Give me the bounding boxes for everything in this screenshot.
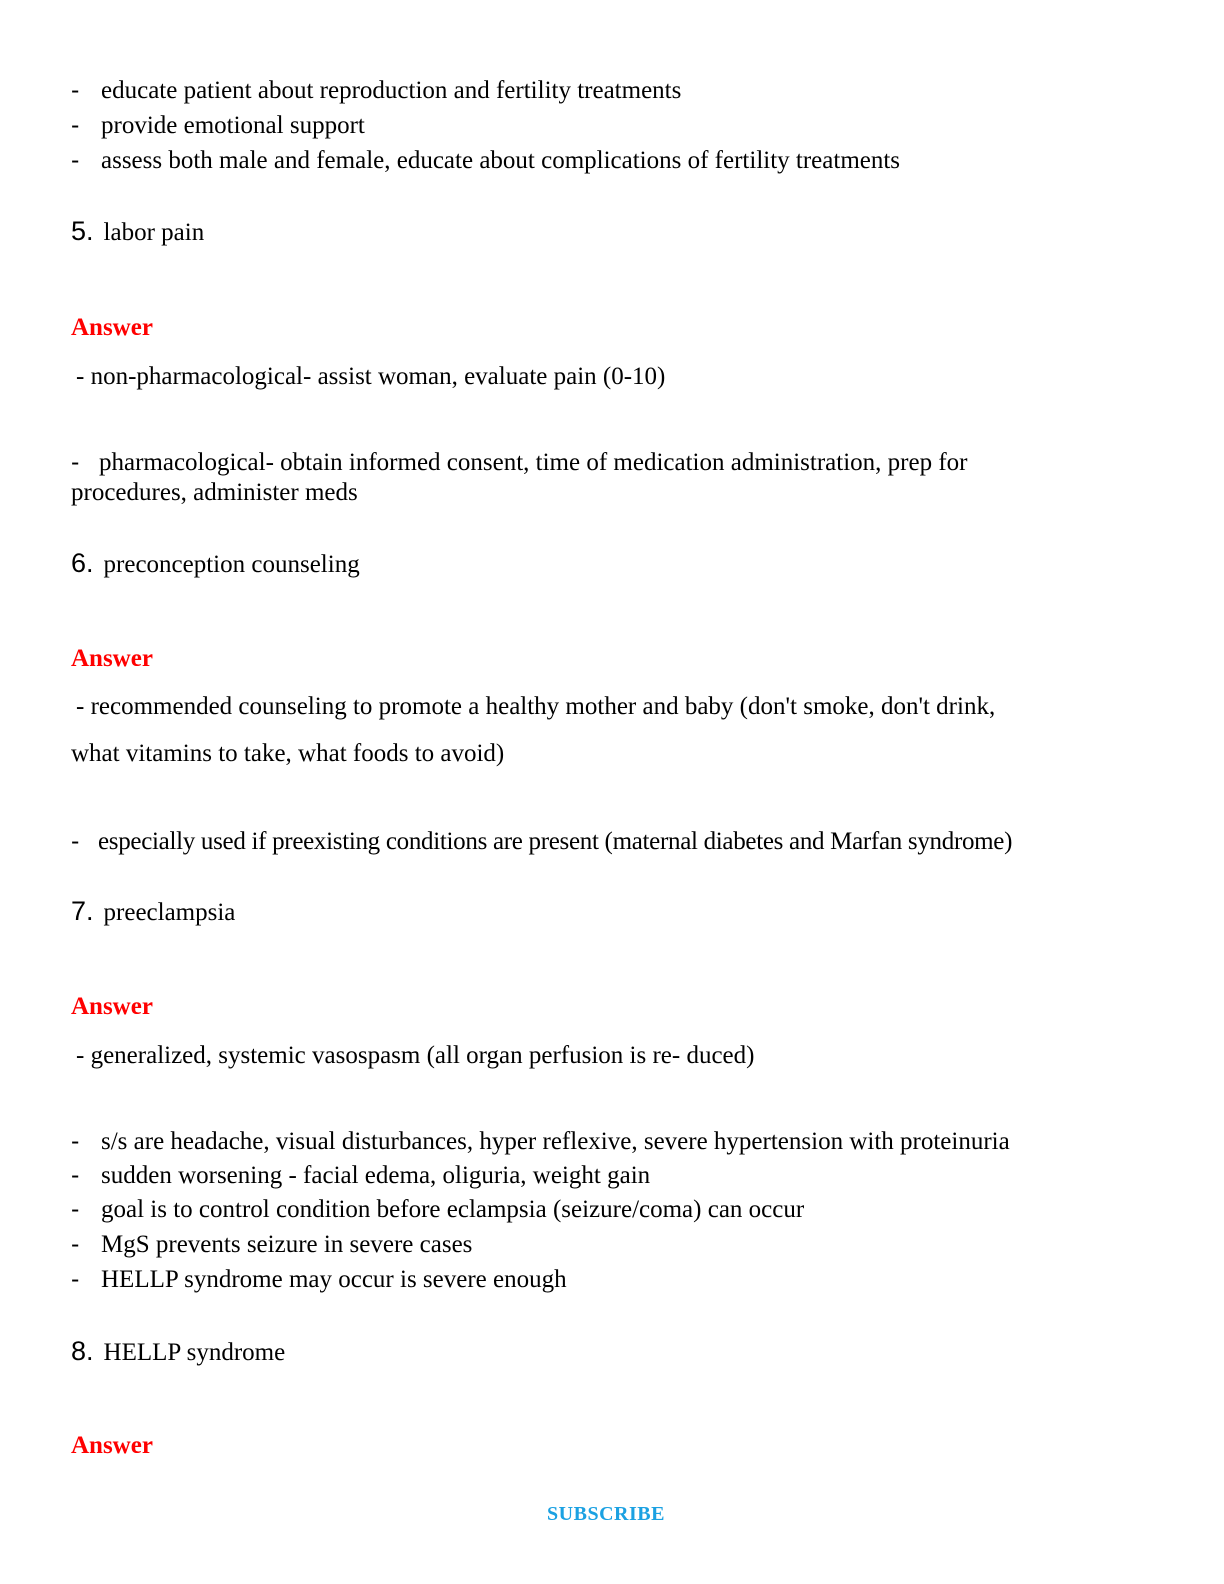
list-item: - s/s are headache, visual disturbances, hyper reflexive, severe hypertension with proteinuria bbox=[71, 1127, 1010, 1155]
bullet-dash: - bbox=[71, 76, 80, 104]
list-item: - HELLP syndrome may occur is severe enough bbox=[71, 1265, 567, 1293]
bullet-dash: - bbox=[71, 111, 80, 139]
answer-text: what vitamins to take, what foods to avoid) bbox=[71, 740, 505, 767]
answer-text: - recommended counseling to promote a healthy mother and baby (don't smoke, don't drink, bbox=[76, 693, 996, 720]
list-item: - goal is to control condition before eclampsia (seizure/coma) can occur bbox=[71, 1195, 805, 1223]
bullet-dash: - bbox=[71, 1195, 80, 1223]
question-heading: 6. preconception counseling bbox=[71, 548, 360, 578]
bullet-dash: - bbox=[71, 146, 80, 174]
answer-label: Answer bbox=[71, 314, 153, 341]
bullet-dash: - bbox=[71, 1127, 80, 1155]
bullet-dash: - bbox=[71, 448, 80, 476]
list-item: - provide emotional support bbox=[71, 111, 365, 139]
answer-bullet: - especially used if preexisting conditions are present (maternal diabetes and Marfan syndrome) bbox=[71, 827, 1013, 855]
list-item: - assess both male and female, educate about complications of fertility treatments bbox=[71, 146, 901, 174]
subscribe-link[interactable]: SUBSCRIBE bbox=[547, 1503, 665, 1525]
question-heading: 5. labor pain bbox=[71, 216, 205, 246]
answer-text: procedures, administer meds bbox=[71, 479, 358, 506]
bullet-dash: - bbox=[71, 1230, 80, 1258]
answer-label: Answer bbox=[71, 645, 153, 672]
answer-label: Answer bbox=[71, 993, 153, 1020]
list-item: - educate patient about reproduction and fertility treatments bbox=[71, 76, 682, 104]
question-heading: 7. preeclampsia bbox=[71, 896, 236, 926]
bullet-dash: - bbox=[71, 1161, 80, 1189]
answer-label: Answer bbox=[71, 1432, 153, 1459]
answer-text: - non-pharmacological- assist woman, evaluate pain (0-10) bbox=[76, 363, 666, 390]
list-item: - sudden worsening - facial edema, oliguria, weight gain bbox=[71, 1161, 651, 1189]
answer-text: - generalized, systemic vasospasm (all organ perfusion is re- duced) bbox=[76, 1042, 755, 1069]
bullet-dash: - bbox=[71, 1265, 80, 1293]
list-item: - MgS prevents seizure in severe cases bbox=[71, 1230, 473, 1258]
answer-bullet: - pharmacological- obtain informed consent, time of medication administration, prep for bbox=[71, 448, 968, 476]
bullet-dash: - bbox=[71, 827, 80, 855]
question-heading: 8. HELLP syndrome bbox=[71, 1336, 286, 1366]
